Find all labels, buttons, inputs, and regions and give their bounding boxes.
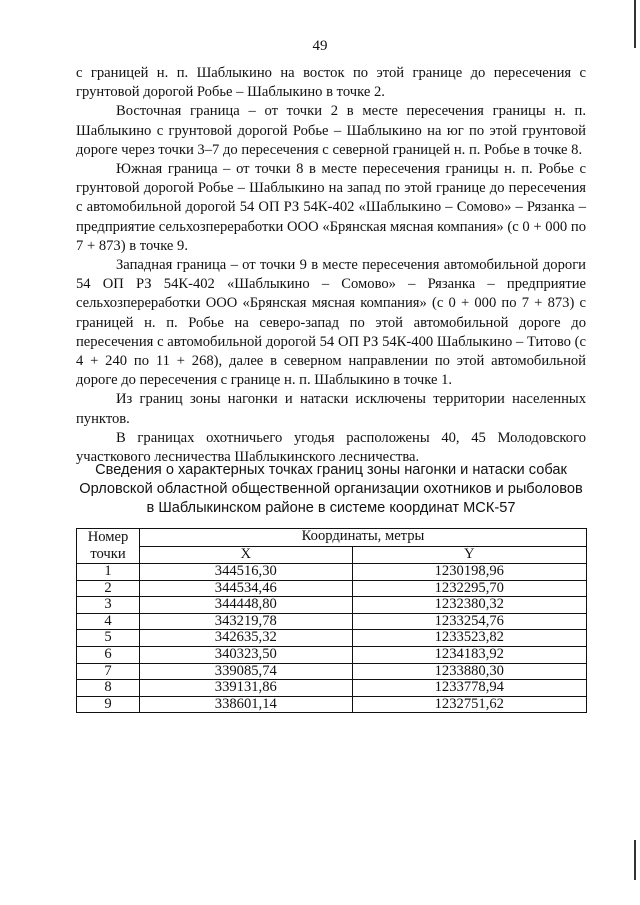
cell-x: 339131,86 — [140, 680, 353, 697]
paragraph: Из границ зоны нагонки и натаски исключены территории населенных пунктов. — [76, 391, 586, 427]
cell-y: 1233523,82 — [352, 630, 586, 647]
paragraph: с границей н. п. Шаблыкино на восток по этой границе до пересечения с грунтовой дорогой Робье – Шаблыкино в точке 2. — [76, 65, 586, 101]
table-header-row — [77, 546, 587, 564]
table-header-row — [77, 529, 587, 547]
cell-x: 342635,32 — [140, 630, 353, 647]
cell-y: 1233778,94 — [352, 680, 586, 697]
table-row — [77, 564, 587, 581]
scan-edge-mark — [634, 840, 636, 880]
table-row — [77, 680, 587, 697]
table-row — [77, 613, 587, 630]
cell-point-number: 7 — [77, 663, 140, 680]
cell-y: 1234183,92 — [352, 646, 586, 663]
paragraph: Западная граница – от точки 9 в месте пересечения автомобильной дороги 54 ОП РЗ 54К-402 «Шаблыкино – Сомово» – Рязанка – предприятие сельхозпереработки ООО «Брянская мясная компания» (с 0 + 000 по 7 + 873) с границей н. п. Робье на северо-запад по этой автомобильной дороге до пересечения с автомобильной дорогой 54 ОП РЗ 54К-400 Шаблыкино – Титово (с 4 + 240 по 11 + 268), далее в северном направлении по этой автомобильной дороге до пересечения с границе н. п. Шаблыкино в точке 1. — [76, 257, 586, 389]
cell-x: 339085,74 — [140, 663, 353, 680]
cell-point-number: 1 — [77, 564, 140, 581]
header-point-number: Номер точки — [77, 529, 140, 564]
cell-y: 1232751,62 — [352, 696, 586, 713]
header-coordinates: Координаты, метры — [140, 529, 587, 547]
table-row — [77, 580, 587, 597]
header-x: X — [140, 546, 353, 564]
cell-x: 344448,80 — [140, 597, 353, 614]
table-row — [77, 597, 587, 614]
cell-y: 1230198,96 — [352, 564, 586, 581]
cell-x: 344534,46 — [140, 580, 353, 597]
paragraph: В границах охотничьего угодья расположены 40, 45 Молодовского участкового лесничества Шаблыкинского лесничества. — [76, 429, 586, 466]
cell-point-number: 2 — [77, 580, 140, 597]
heading-line: Орловской областной общественной организации охотников и рыболовов — [79, 481, 583, 497]
heading-line: в Шаблыкинском районе в системе координат МСК-57 — [146, 500, 516, 516]
cell-point-number: 4 — [77, 613, 140, 630]
cell-y: 1232295,70 — [352, 580, 586, 597]
page-number: 49 — [312, 38, 328, 54]
paragraph: Восточная граница – от точки 2 в месте пересечения границы н. п. Шаблыкино с грунтовой дорогой Робье – Шаблыкино на юг по этой грунтовой дороге через точки 3–7 до пересечения с северной границей н. п. Робье в точке 8. — [76, 103, 586, 158]
cell-point-number: 6 — [77, 646, 140, 663]
cell-x: 344516,30 — [140, 564, 353, 581]
cell-y: 1233254,76 — [352, 613, 586, 630]
cell-point-number: 3 — [77, 597, 140, 614]
cell-x: 340323,50 — [140, 646, 353, 663]
cell-point-number: 9 — [77, 696, 140, 713]
cell-point-number: 5 — [77, 630, 140, 647]
table-row — [77, 646, 587, 663]
table-row — [77, 663, 587, 680]
scan-edge-mark — [634, 0, 636, 48]
coordinates-table — [76, 528, 587, 713]
cell-x: 338601,14 — [140, 696, 353, 713]
header-y: Y — [352, 546, 586, 564]
body-text — [76, 64, 586, 467]
table-row — [77, 630, 587, 647]
cell-point-number: 8 — [77, 680, 140, 697]
heading-line: Сведения о характерных точках границ зоны нагонки и натаски собак — [95, 462, 567, 478]
table-heading — [76, 461, 586, 518]
table-row — [77, 696, 587, 713]
cell-y: 1232380,32 — [352, 597, 586, 614]
cell-x: 343219,78 — [140, 613, 353, 630]
cell-y: 1233880,30 — [352, 663, 586, 680]
paragraph: Южная граница – от точки 8 в месте пересечения границы н. п. Робье с грунтовой дорогой Робье – Шаблыкино на запад по этой границе до пересечения с автомобильной дорогой 54 ОП РЗ 54К-402 «Шаблыкино – Сомово» – Рязанка – предприятие сельхозпереработки ООО «Брянская мясная компания» (с 0 + 000 по 7 + 873) в точке 9. — [76, 161, 586, 254]
